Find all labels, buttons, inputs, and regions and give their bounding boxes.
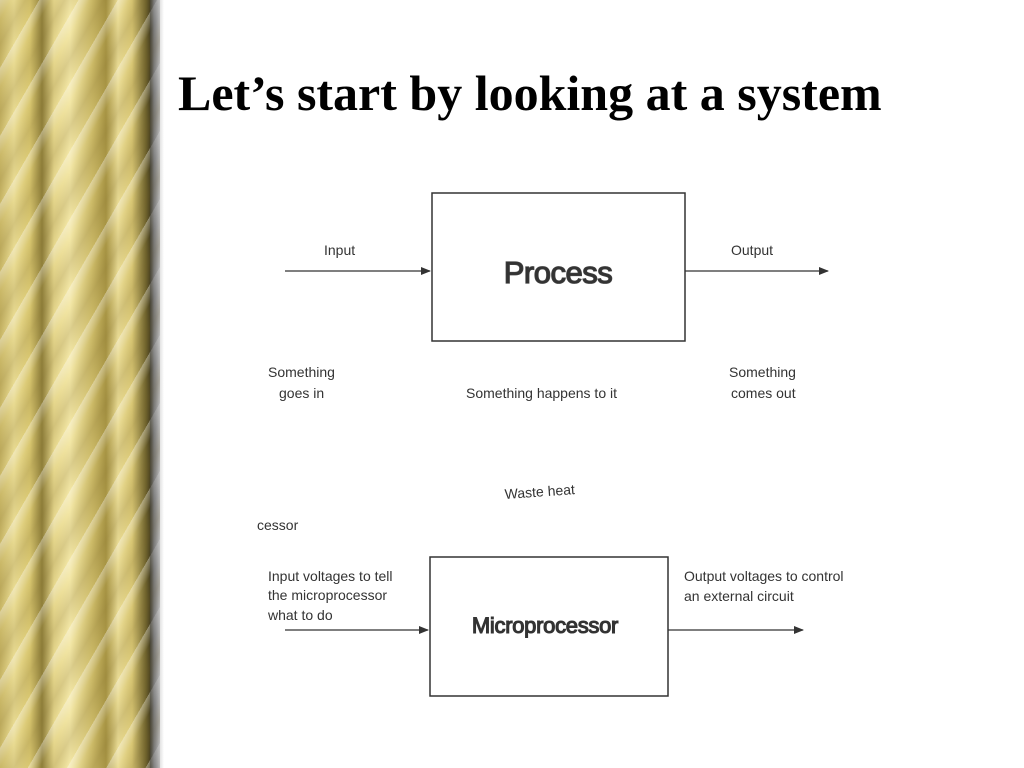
in-caption-line2: goes in (279, 385, 325, 401)
in-caption-line1: Something (268, 364, 335, 380)
cropped-label-fragment: cessor (257, 517, 299, 533)
microprocessor-box-label: Microprocessor (471, 613, 619, 638)
process-diagram (268, 193, 828, 502)
waste-heat-label: Waste heat (504, 481, 576, 502)
out-caption-line2: comes out (731, 385, 796, 401)
process-box-label: Process (503, 255, 613, 290)
slide-title: Let’s start by looking at a system (178, 65, 882, 121)
microprocessor-diagram (257, 517, 844, 696)
out-caption-line1: Something (729, 364, 796, 380)
middle-caption: Something happens to it (466, 385, 617, 401)
output-label: Output (731, 242, 774, 258)
output-voltage-line1: Output voltages to control (684, 568, 844, 584)
input-voltage-line2: the microprocessor (268, 587, 388, 603)
input-voltage-line3: what to do (268, 607, 333, 623)
output-voltage-line2: an external circuit (684, 588, 794, 604)
input-label: Input (324, 242, 356, 258)
input-voltage-line1: Input voltages to tell (268, 568, 393, 584)
